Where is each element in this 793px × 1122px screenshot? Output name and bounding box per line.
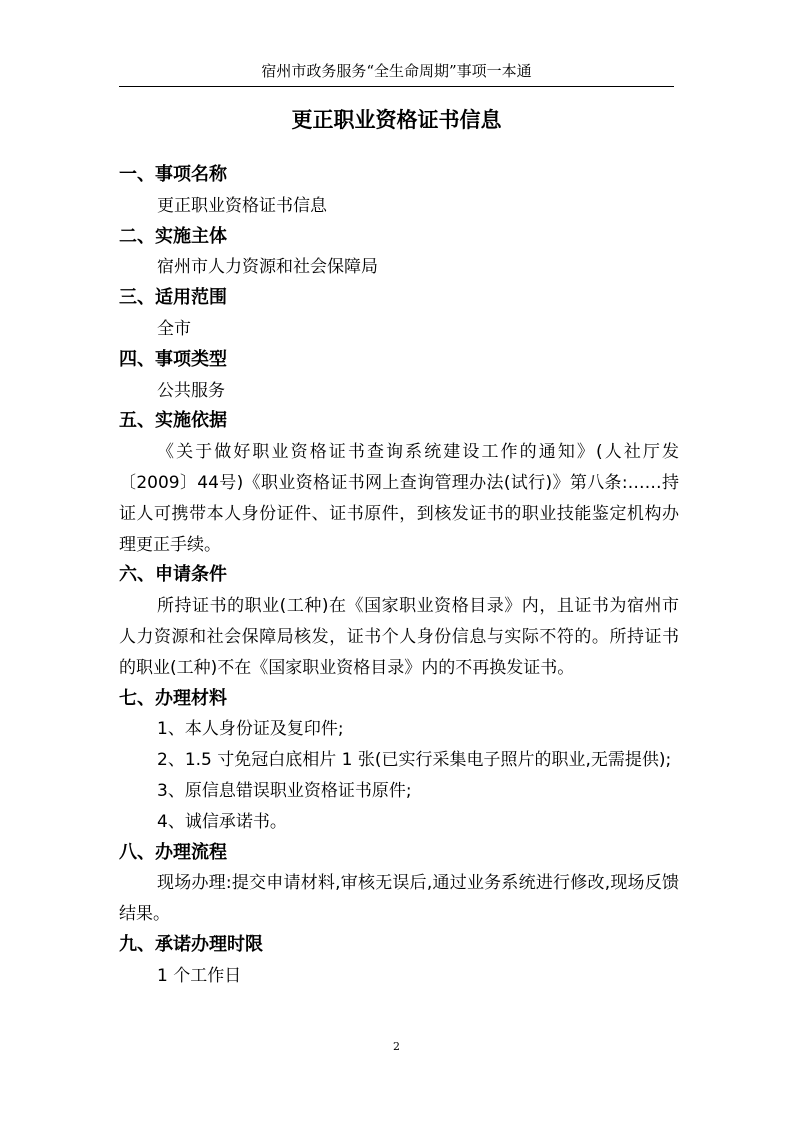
materials-list-item: 4、诚信承诺书。: [157, 811, 287, 832]
section-body-item-type: 公共服务: [157, 380, 225, 401]
section-body-scope: 全市: [157, 318, 191, 339]
document-header: 宿州市政务服务“全生命周期”事项一本通: [261, 62, 532, 80]
section-heading-time-limit: 九、承诺办理时限: [119, 933, 263, 955]
header-divider: [119, 86, 674, 87]
section-body-item-name: 更正职业资格证书信息: [157, 195, 327, 216]
document-title: 更正职业资格证书信息: [291, 108, 502, 132]
section-body-time-limit: 1 个工作日: [157, 965, 242, 986]
document-body: [119, 160, 679, 992]
section-heading-scope: 三、适用范围: [119, 287, 227, 309]
section-heading-item-type: 四、事项类型: [119, 348, 227, 370]
materials-list-item: 1、本人身份证及复印件;: [157, 719, 344, 740]
section-heading-conditions: 六、申请条件: [119, 564, 227, 586]
page-number: 2: [393, 1040, 400, 1053]
section-body-conditions: 所持证书的职业(工种)在《国家职业资格目录》内，且证书为宿州市人力资源和社会保障局核发，证书个人身份信息与实际不符的。所持证书的职业(工种)不在《国家职业资格目录》内的不再换发证书。: [119, 596, 679, 678]
materials-list-item: 2、1.5 寸免冠白底相片 1 张(已实行采集电子照片的职业,无需提供);: [157, 750, 672, 771]
section-heading-implementing-body: 二、实施主体: [119, 225, 227, 247]
section-heading-materials: 七、办理材料: [119, 687, 227, 709]
section-heading-legal-basis: 五、实施依据: [119, 410, 227, 432]
section-body-process: 现场办理:提交申请材料,审核无误后,通过业务系统进行修改,现场反馈结果。: [119, 873, 679, 925]
materials-list-item: 3、原信息错误职业资格证书原件;: [157, 780, 412, 801]
section-body-implementing-body: 宿州市人力资源和社会保障局: [157, 257, 378, 278]
section-heading-process: 八、办理流程: [119, 841, 227, 863]
section-heading-item-name: 一、事项名称: [119, 164, 227, 185]
section-body-legal-basis: 《关于做好职业资格证书查询系统建设工作的通知》(人社厅发〔2009〕44号)《职业资格证书网上查询管理办法(试行)》第八条:……持证人可携带本人身份证件、证书原件，到核发证书的职业技能鉴定机构办理更正手续。: [119, 442, 679, 555]
